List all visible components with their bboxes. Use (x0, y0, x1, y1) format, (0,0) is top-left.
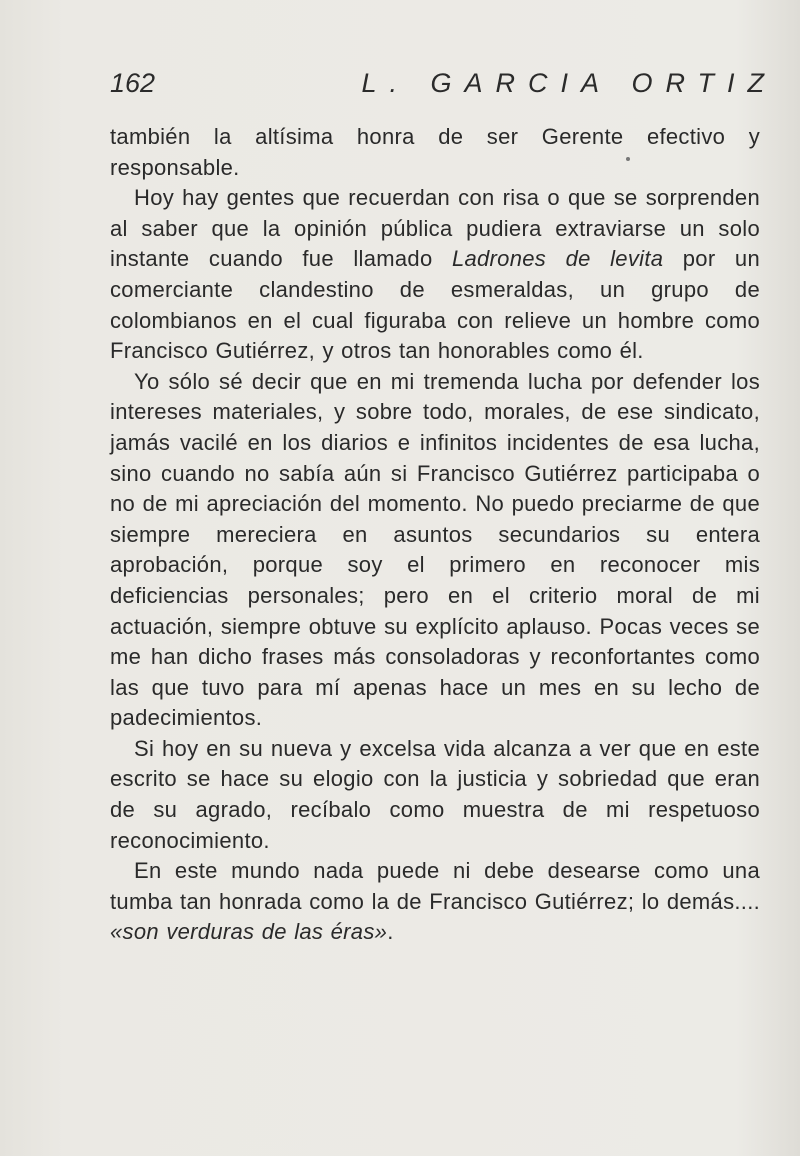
page-header (110, 68, 777, 104)
paragraph-5: En este mundo nada puede ni debe desearse como una tumba tan honrada como la de Francisco Gutiérrez; lo demás.... «son verduras de las éras». (110, 858, 761, 945)
body-text (110, 122, 760, 948)
italic-quote: «son verduras de las éras» (110, 919, 388, 945)
running-head: L. GARCIA ORTIZ (361, 68, 777, 98)
page-number: 162 (110, 68, 156, 98)
paragraph-1: también la altísima honra de ser Gerente efectivo y responsable. (110, 124, 760, 180)
paragraph-3: Yo sólo sé decir que en mi tremenda lucha por defender los intereses materiales, y sobre todo, morales, de ese sindicato, jamás vacilé en los diarios e infinitos incidentes de esa lucha, sino cuando no sabía aún si Francisco Gutiérrez participaba o no de mi apreciación del momento. No puedo preciarme de que siempre mereciera en asuntos secundarios su entera aprobación, porque soy el primero en reconocer mis deficiencias personales; pero en el criterio moral de mi actuación, siempre obtuve su explícito aplauso. Pocas veces se me han dicho frases más consoladoras y reconfortantes como las que tuvo para mí apenas hace un mes en su lecho de padecimientos. (110, 368, 760, 731)
italic-phrase: Ladrones de levita (451, 246, 664, 272)
paragraph-4: Si hoy en su nueva y excelsa vida alcanza a ver que en este escrito se hace su elogio con la justicia y sobriedad que eran de su agrado, recíbalo como muestra de mi respetuoso reconocimiento. (110, 735, 760, 853)
paragraph-2: Hoy hay gentes que recuerdan con risa o que se sorprenden al saber que la opinión pública pudiera extraviarse un solo instante cuando fue llamado Ladrones de levita por un comerciante clandestino de esmeraldas, un grupo de colombianos en el cual figuraba con relieve un hombre como Francisco Gutiérrez, y otros tan honorables como él. (110, 185, 760, 364)
